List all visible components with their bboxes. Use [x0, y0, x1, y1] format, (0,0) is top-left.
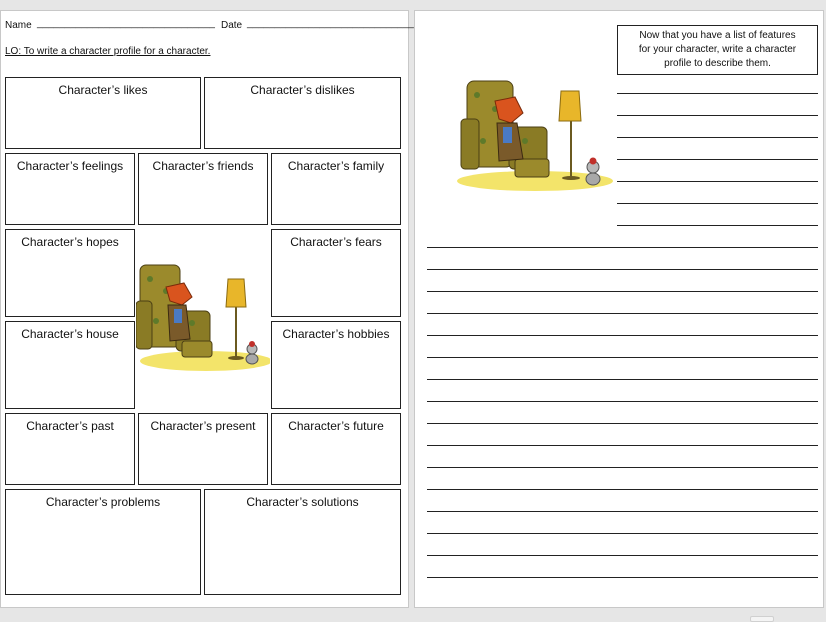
writing-line[interactable] [427, 533, 818, 534]
cell-hobbies[interactable] [271, 321, 401, 409]
writing-line[interactable] [427, 335, 818, 336]
name-label: Name [5, 20, 32, 31]
writing-line[interactable] [617, 225, 818, 226]
cell-likes[interactable] [5, 77, 201, 149]
cell-feelings-label: Character’s feelings [16, 159, 124, 173]
cell-past-label: Character’s past [26, 419, 114, 433]
cell-hopes[interactable] [5, 229, 135, 317]
cell-friends[interactable] [138, 153, 268, 225]
writing-line[interactable] [427, 511, 818, 512]
instructions-line-3: profile to describe them. [664, 58, 771, 69]
cell-friends-label: Character’s friends [152, 159, 254, 173]
cell-fears-label: Character’s fears [290, 235, 382, 249]
cell-solutions-label: Character’s solutions [246, 495, 359, 509]
writing-line[interactable] [617, 159, 818, 160]
writing-line[interactable] [427, 313, 818, 314]
cell-house-label: Character’s house [21, 327, 119, 341]
writing-line[interactable] [617, 115, 818, 116]
cell-dislikes[interactable] [204, 77, 401, 149]
instructions-line-2: for your character, write a character [638, 44, 797, 55]
cell-present[interactable] [138, 413, 268, 485]
cell-house[interactable] [5, 321, 135, 409]
writing-line[interactable] [427, 291, 818, 292]
name-blank[interactable]: ________________________________ [37, 18, 215, 29]
cell-family[interactable] [271, 153, 401, 225]
cell-family-label: Character’s family [287, 159, 385, 173]
writing-line[interactable] [427, 489, 818, 490]
cell-present-label: Character’s present [150, 419, 256, 433]
cell-past[interactable] [5, 413, 135, 485]
writing-line[interactable] [427, 555, 818, 556]
worksheet-left-page [0, 10, 414, 608]
writing-line[interactable] [427, 379, 818, 380]
instructions-line-1: Now that you have a list of features [639, 30, 796, 41]
cell-hobbies-label: Character’s hobbies [282, 327, 390, 341]
writing-line[interactable] [617, 181, 818, 182]
cell-solutions[interactable] [204, 489, 401, 595]
cell-problems-label: Character’s problems [45, 495, 161, 509]
cell-future-label: Character’s future [288, 419, 384, 433]
worksheet-right-page [414, 10, 824, 608]
writing-line[interactable] [617, 203, 818, 204]
fox-armchair-illustration-large [455, 77, 613, 193]
learning-objective: LO: To write a character profile for a character. [5, 46, 211, 57]
writing-line[interactable] [427, 357, 818, 358]
writing-line[interactable] [427, 401, 818, 402]
writing-line[interactable] [427, 247, 818, 248]
writing-line[interactable] [427, 577, 818, 578]
cell-likes-label: Character’s likes [58, 83, 148, 97]
writing-line[interactable] [617, 137, 818, 138]
cell-dislikes-label: Character’s dislikes [250, 83, 355, 97]
cell-hopes-label: Character’s hopes [21, 235, 119, 249]
instructions-box [617, 25, 818, 75]
cell-problems[interactable] [5, 489, 201, 595]
writing-line[interactable] [427, 423, 818, 424]
cell-fears[interactable] [271, 229, 401, 317]
horizontal-scrollbar[interactable] [750, 616, 774, 622]
date-blank[interactable]: ______________________________ [247, 18, 414, 29]
cell-future[interactable] [271, 413, 401, 485]
cell-feelings[interactable] [5, 153, 135, 225]
writing-line[interactable] [617, 93, 818, 94]
writing-line[interactable] [427, 269, 818, 270]
writing-line[interactable] [427, 445, 818, 446]
fox-armchair-illustration [136, 261, 270, 373]
writing-line[interactable] [427, 467, 818, 468]
date-label: Date [221, 20, 243, 31]
